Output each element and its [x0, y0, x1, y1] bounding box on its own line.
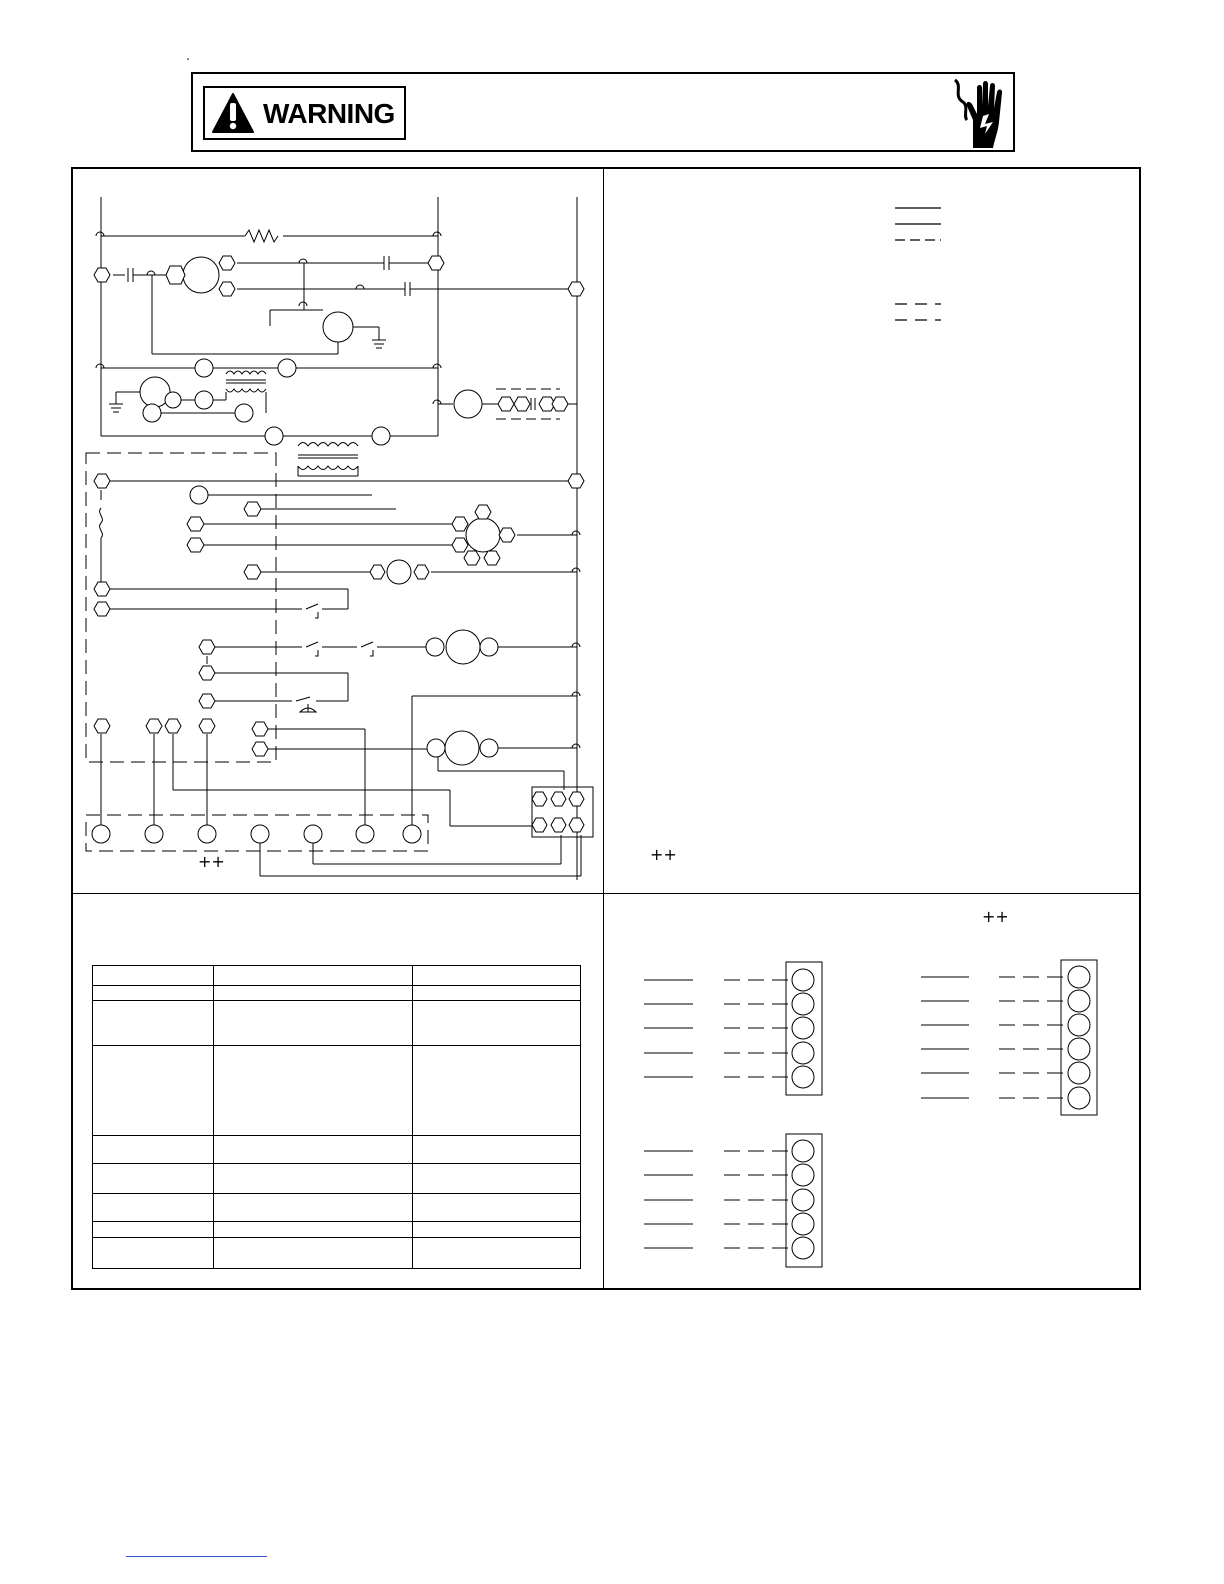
table-cell	[413, 966, 581, 986]
table-cell	[413, 1238, 581, 1269]
table-cell	[413, 1136, 581, 1164]
plug-a-pins	[792, 969, 814, 1088]
double-cross-marker-plugs: ++	[982, 907, 1009, 926]
table-row	[93, 986, 581, 1001]
table-cell	[214, 1164, 413, 1194]
table-cell	[214, 966, 413, 986]
table-cell	[93, 1194, 214, 1222]
footer-link-underline[interactable]	[126, 1556, 267, 1557]
panel-divider-horizontal	[71, 893, 1141, 894]
table-cell	[413, 1001, 581, 1046]
table-cell	[413, 986, 581, 1001]
table-cell	[214, 1001, 413, 1046]
table-row	[93, 1046, 581, 1136]
double-cross-marker-legend: ++	[650, 845, 677, 864]
table-cell	[93, 966, 214, 986]
table-cell	[93, 1046, 214, 1136]
table-cell	[93, 986, 214, 1001]
table-cell	[413, 1046, 581, 1136]
spec-table	[92, 965, 581, 1269]
table-row	[93, 1136, 581, 1164]
table-row	[93, 1222, 581, 1238]
table-cell	[93, 1164, 214, 1194]
table-row	[93, 1194, 581, 1222]
table-cell	[413, 1194, 581, 1222]
table-cell	[413, 1164, 581, 1194]
warning-banner	[191, 72, 1015, 152]
page-speck	[187, 58, 189, 60]
table-cell	[214, 1238, 413, 1269]
spec-table-wrap	[92, 965, 580, 1268]
warning-label	[203, 86, 406, 140]
double-cross-marker-schematic: ++	[198, 852, 225, 871]
table-cell	[413, 1222, 581, 1238]
table-cell	[214, 1194, 413, 1222]
table-cell	[214, 1046, 413, 1136]
table-row	[93, 1238, 581, 1269]
table-cell	[214, 986, 413, 1001]
table-cell	[214, 1222, 413, 1238]
panel-divider-vertical	[603, 167, 604, 1290]
exclamation-triangle-icon	[211, 92, 255, 134]
warning-word: WARNING	[263, 98, 395, 129]
schematic-wiring-diagram	[73, 169, 603, 891]
connector-plug-diagrams	[605, 895, 1139, 1288]
table-cell	[93, 1222, 214, 1238]
table-cell	[93, 1136, 214, 1164]
table-cell	[93, 1001, 214, 1046]
table-row	[93, 1164, 581, 1194]
table-cell	[93, 1238, 214, 1269]
table-row	[93, 966, 581, 986]
wiring-legend-samples	[605, 169, 1139, 891]
table-cell	[214, 1136, 413, 1164]
table-row	[93, 1001, 581, 1046]
electrical-shock-hand-icon	[949, 76, 1009, 150]
